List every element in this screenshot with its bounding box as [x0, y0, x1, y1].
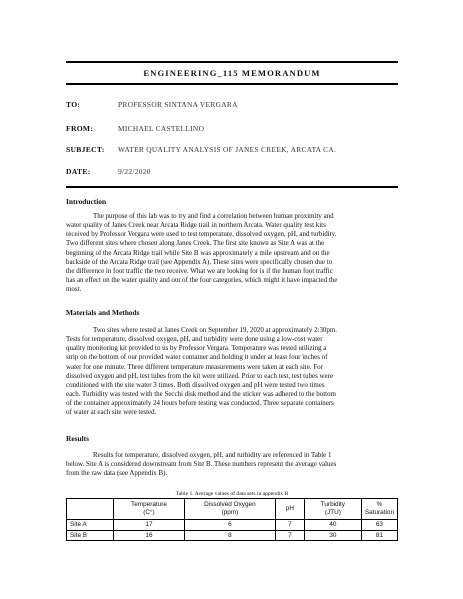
table-header-cell: [304, 499, 361, 520]
paragraph-line: water quality of Janes Creek near Arcata Ridge trail in northern Arcata. Water quality test kits: [66, 221, 326, 230]
table-cell: Site A: [67, 520, 114, 531]
table-header-cell: [361, 499, 397, 520]
results-heading: Results: [66, 434, 89, 443]
table-header-row: [67, 499, 398, 520]
column-title: % Saturation: [364, 501, 395, 516]
paragraph-line: of water at each site were tested.: [66, 408, 157, 417]
paragraph-line: most.: [66, 285, 82, 294]
introduction-paragraph: [66, 212, 398, 294]
table-cell: 6: [184, 520, 275, 531]
paragraph-line: of the container approximately 24 hours before testing was conducted. Three separate containers: [66, 399, 334, 408]
subject-value: WATER QUALITY ANALYSIS OF JANES CREEK, ARCATA CA.: [118, 145, 337, 154]
column-unit: (JTU): [324, 509, 341, 516]
top-rule: [66, 61, 398, 63]
materials-heading: Materials and Methods: [66, 308, 140, 317]
column-unit: (ppm): [221, 509, 239, 516]
paragraph-line: below. Site A is considered downstream from Site B. These numbers represent the average values: [66, 460, 337, 469]
table-cell: 8: [184, 530, 275, 541]
paragraph-line: Two sites where tested at Janes Creek on September 19, 2020 at approximately 2:30pm.: [93, 326, 338, 334]
table-caption: Table 1. Average values of data sets in appendix B: [175, 491, 289, 497]
table-header-cell: [184, 499, 275, 520]
paragraph-line: backside of the Arcata Ridge trail (see Appendix A). These sites were specifically chosen due to: [66, 257, 333, 266]
to-value: PROFESSOR SINTANA VERGARA: [118, 100, 238, 109]
memo-title: ENGINEERING_115 MEMORANDUM: [143, 68, 321, 78]
table-header-cell: [275, 499, 304, 520]
results-paragraph: [66, 451, 398, 478]
paragraph-line: Two different sites where chosen along Janes Creek. The first site known as Site A was at the: [66, 239, 325, 248]
table-cell: Site B: [67, 530, 114, 541]
header-bottom-rule: [66, 186, 398, 188]
table-header-cell: [113, 499, 184, 520]
column-title: Turbidity: [320, 501, 346, 508]
subject-label: SUBJECT:: [66, 145, 105, 154]
paragraph-line: has an effect on the water quality and out of the four categories, which might it have impacted the: [66, 276, 338, 285]
table-cell: 7: [275, 530, 304, 541]
date-label: DATE:: [66, 167, 91, 176]
materials-paragraph: [66, 326, 398, 418]
paragraph-line: conditioned with the site water 3 times. Both dissolved oxygen and pH were tested two times: [66, 380, 325, 389]
column-title: Temperature: [131, 501, 167, 508]
from-value: MICHAEL CASTELLINO: [118, 124, 205, 133]
paragraph-line: quality monitoring kit provided to us by Professor Vergara. Temperature was tested utilizing a: [66, 344, 327, 353]
paragraph-line: dissolved oxygen and pH, test tubes from the kit were utilized. Prior to each test, test tubes were: [66, 371, 334, 380]
column-unit: (C°): [143, 509, 155, 516]
paragraph-line: the difference in foot traffic the two receive. What we are looking for is if the human foot traffic: [66, 266, 333, 275]
paragraph-line: Results for temperature, dissolved oxygen, pH, and turbidity are referenced in Table 1: [93, 451, 332, 459]
table-cell: 30: [304, 530, 361, 541]
table-cell: 40: [304, 520, 361, 531]
paragraph-line: Tests for temperature, dissolved oxygen, pH, and turbidity were done using a low-cost water: [66, 335, 323, 344]
column-title: pH: [285, 505, 294, 512]
paragraph-line: from the raw data (see Appendix B).: [66, 469, 168, 478]
column-title: Dissolved Oxygen: [204, 501, 256, 508]
table-cell: 17: [113, 520, 184, 531]
paragraph-line: received by Professor Vergara were used to test temperature, dissolved oxygen, pH, and turbidity.: [66, 230, 337, 239]
paragraph-line: strip on the bottom of our provided water container and holding it under at least four inches of: [66, 353, 328, 362]
to-label: TO:: [66, 100, 81, 109]
table-header-cell: [67, 499, 114, 520]
table-cell: 16: [113, 530, 184, 541]
paragraph-line: The purpose of this lab was to try and find a correlation between human proximity and: [93, 212, 334, 220]
paragraph-line: water for one minute. Three different temperature measurements were taken at each site. For: [66, 362, 323, 371]
paragraph-line: each. Turbidity was tested with the Secchi disk method and the sticker was adhered to the bottom: [66, 390, 336, 399]
table-cell: 81: [361, 530, 397, 541]
table-cell: 63: [361, 520, 397, 531]
paragraph-line: beginning of the Arcata Ridge trail while Site B was approximately a mile upstream and on the: [66, 248, 330, 257]
table-row: [67, 520, 398, 531]
results-table: [66, 498, 398, 541]
title-bottom-rule: [66, 83, 398, 85]
table-cell: 7: [275, 520, 304, 531]
from-label: FROM:: [66, 124, 94, 133]
introduction-heading: Introduction: [66, 197, 107, 206]
table-row: [67, 530, 398, 541]
date-value: 9/22/2020: [118, 167, 151, 176]
